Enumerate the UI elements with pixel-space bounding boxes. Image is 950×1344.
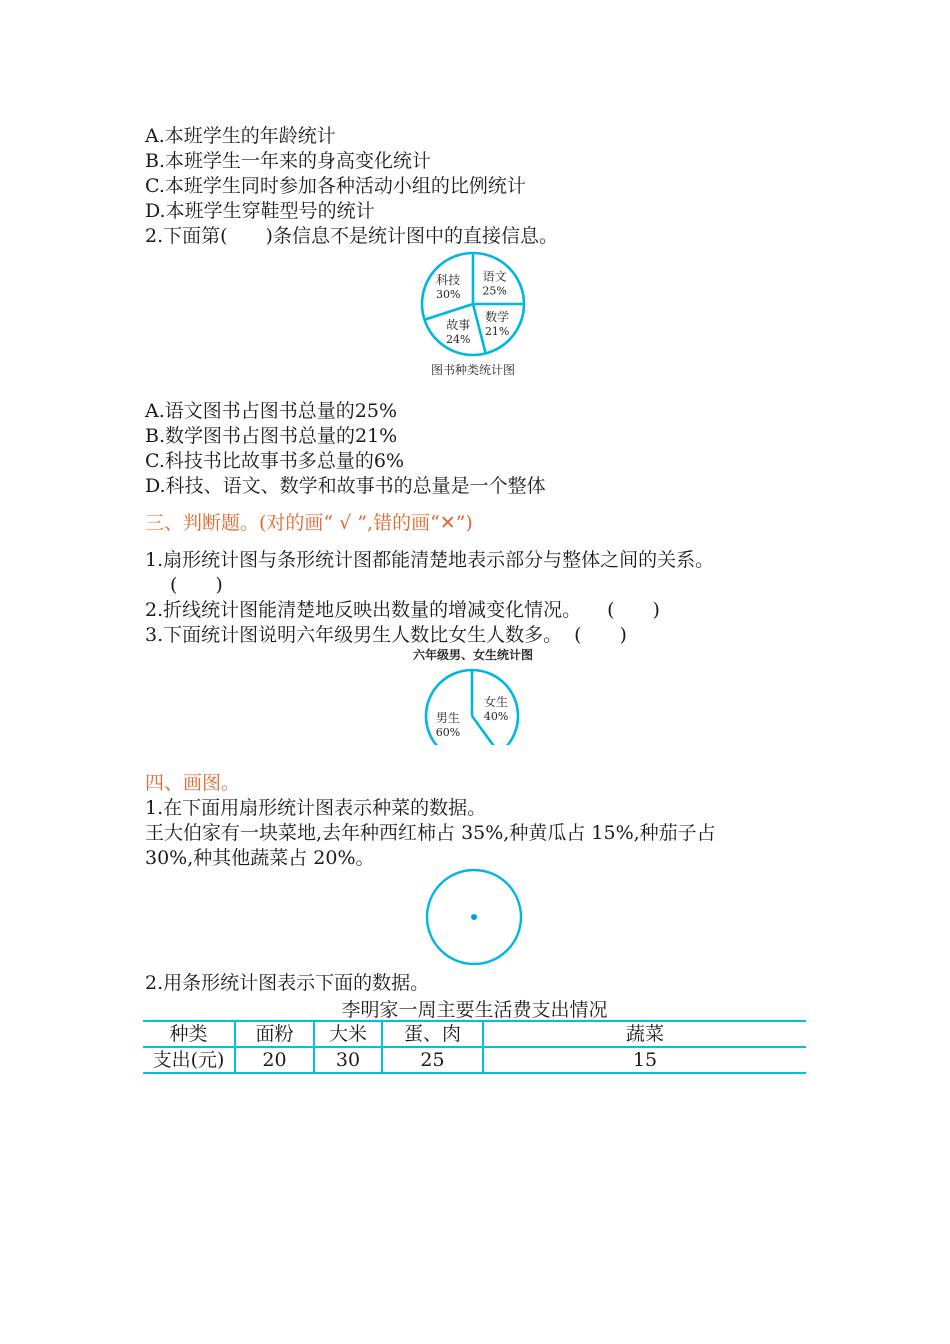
draw-q1-text-line1: 王大伯家有一块菜地,去年种西红柿占 35%,种黄瓜占 15%,种茄子占 — [145, 822, 716, 844]
table-cell: 15 — [483, 1047, 806, 1073]
judge-item-2 — [145, 598, 660, 623]
table-header-cell: 蛋、肉 — [382, 1021, 483, 1047]
q1-option-b: B.本班学生一年来的身高变化统计 — [145, 150, 432, 172]
book-types-pie-chart — [410, 250, 550, 380]
pie-category-label: 语文 — [482, 269, 507, 284]
q2-option-d: D.科技、语文、数学和故事书的总量是一个整体 — [145, 475, 546, 497]
section4-heading: 四、画图。 — [145, 772, 241, 794]
book-pie-caption: 图书种类统计图 — [430, 363, 516, 377]
table-header-cell: 大米 — [314, 1021, 382, 1047]
pie-percent-label: 21% — [484, 324, 510, 338]
q2-option-a: A.语文图书占图书总量的25% — [145, 400, 397, 422]
expense-table — [143, 1020, 806, 1074]
gender-pie-title: 六年级男、女生统计图 — [412, 648, 534, 662]
pie-percent-label: 24% — [446, 332, 471, 346]
pie-category-label: 男生 — [435, 710, 460, 725]
table-cell: 25 — [382, 1047, 483, 1073]
pie-percent-label: 30% — [436, 288, 461, 302]
q2-option-b: B.数学图书占图书总量的21% — [145, 425, 398, 447]
blank-pie-circle[interactable] — [423, 868, 527, 968]
judge-item-2-answer-paren[interactable]: ( ) — [607, 599, 660, 621]
table-cell: 支出(元) — [143, 1047, 235, 1073]
expense-table-title: 李明家一周主要生活费支出情况 — [341, 999, 608, 1021]
judge-item-2-text: 2.折线统计图能清楚地反映出数量的增减变化情况。 — [145, 599, 582, 621]
section3-heading: 三、判断题。(对的画“ √ ”,错的画“✕”) — [145, 512, 473, 534]
pie-percent-label: 60% — [435, 725, 461, 739]
pie-category-label: 女生 — [484, 695, 509, 710]
draw-q1-text-line2: 30%,种其他蔬菜占 20%。 — [145, 847, 375, 869]
q1-option-d: D.本班学生穿鞋型号的统计 — [145, 200, 375, 222]
table-row — [143, 1021, 806, 1047]
q2-option-c: C.科技书比故事书多总量的6% — [145, 450, 405, 472]
judge-item-1-answer-paren[interactable]: ( ) — [170, 574, 223, 596]
table-header-cell: 蔬菜 — [483, 1021, 806, 1047]
table-cell: 30 — [314, 1047, 382, 1073]
q2-stem: 2.下面第( )条信息不是统计图中的直接信息。 — [145, 225, 558, 247]
pie-percent-label: 40% — [483, 710, 509, 724]
pie-percent-label: 25% — [482, 284, 507, 298]
table-header-cell: 种类 — [143, 1021, 235, 1047]
table-cell: 20 — [235, 1047, 314, 1073]
table-row — [143, 1047, 806, 1073]
draw-q1: 1.在下面用扇形统计图表示种菜的数据。 — [145, 797, 487, 819]
table-header-cell: 面粉 — [235, 1021, 314, 1047]
judge-item-3-text: 3.下面统计图说明六年级男生人数比女生人数多。 — [145, 624, 563, 646]
pie-category-label: 数学 — [485, 309, 510, 324]
q1-option-a: A.本班学生的年龄统计 — [145, 125, 336, 147]
judge-item-1: 1.扇形统计图与条形统计图都能清楚地表示部分与整体之间的关系。 — [145, 549, 715, 571]
circle-center-dot — [471, 914, 477, 920]
judge-item-3-answer-paren[interactable]: ( ) — [574, 624, 627, 646]
pie-category-label: 科技 — [436, 273, 461, 288]
pie-category-label: 故事 — [446, 317, 471, 332]
draw-q2: 2.用条形统计图表示下面的数据。 — [145, 972, 430, 994]
q1-option-c: C.本班学生同时参加各种活动小组的比例统计 — [145, 175, 526, 197]
gender-pie-chart — [400, 645, 560, 745]
